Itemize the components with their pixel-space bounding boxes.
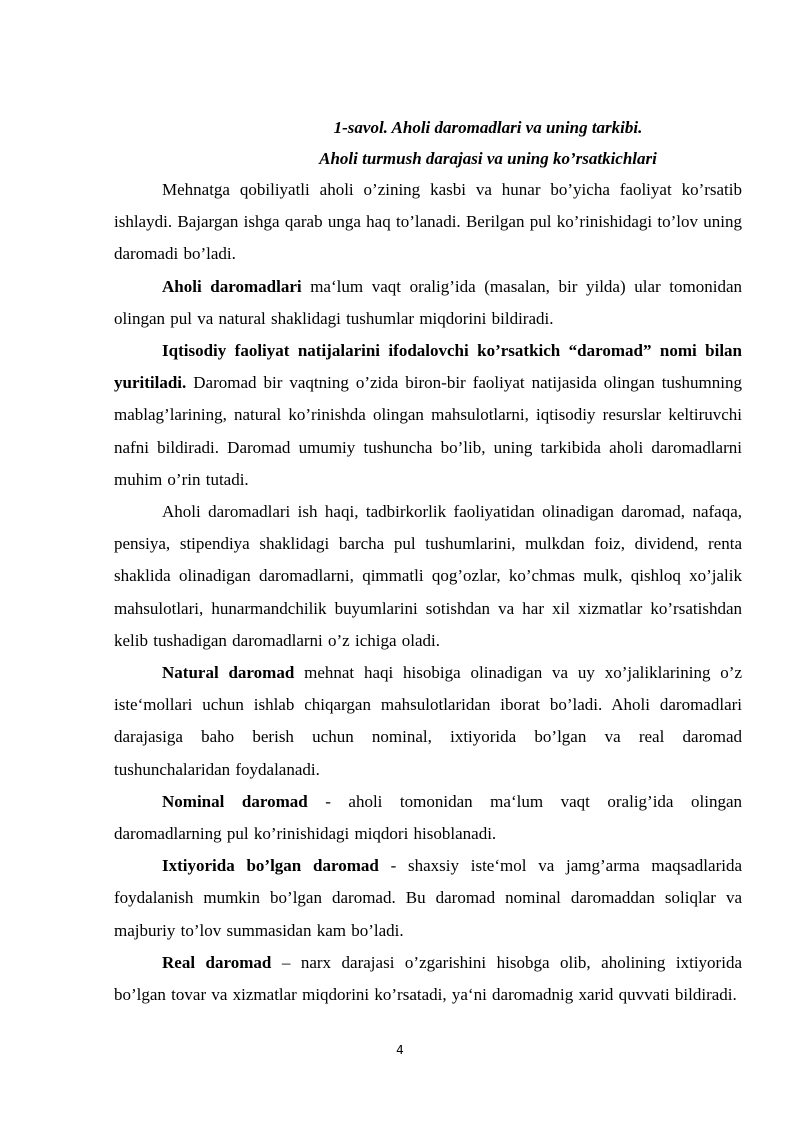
paragraph bbox=[114, 850, 742, 947]
paragraph-term: Natural daromad bbox=[162, 663, 295, 683]
paragraph-text: Mehnatga qobiliyatli aholi o’zining kasbi va hunar bo’yicha faoliyat ko’rsatib ishlaydi. Bajargan ishga qarab unga haq to’lanadi. Berilgan pul ko’rinishidagi to’lov uning daromadi bo’ladi. bbox=[114, 180, 742, 264]
paragraph-term: Nominal daromad bbox=[162, 791, 308, 811]
paragraph-text: mehnat haqi hisobiga olinadigan va uy xo’jaliklarining o’z iste‘mollari uchun ishlab chiqargan mahsulotlaridan iborat bo’ladi. Aholi daromadlari darajasiga baho berish uchun nominal, ixtiyorida bo’lgan va real daromad tushunchalaridan foydalanadi. bbox=[114, 663, 742, 779]
paragraph bbox=[114, 335, 742, 496]
paragraph-term: Aholi daromadlari bbox=[162, 276, 302, 296]
paragraph-text: Aholi daromadlari ish haqi, tadbirkorlik faoliyatidan olinadigan daromad, nafaqa, pensiya, stipendiya shaklidagi barcha pul tushumlarini, mulkdan foiz, dividend, renta shaklida olinadigan daromadlarni, qimmatli qog’ozlar, ko’chmas mulk, qishloq xo’jalik mahsulotlari, hunarmandchilik buyumlarini sotishdan va har xil xizmatlar ko’rsatishdan kelib tushadigan daromadlarni o’z ichiga oladi. bbox=[114, 502, 742, 650]
paragraph-text: - aholi tomonidan ma‘lum vaqt oralig’ida olingan daromadlarning pul ko’rinishidagi miqdori hisoblanadi. bbox=[114, 791, 742, 844]
paragraph bbox=[114, 174, 742, 271]
paragraph bbox=[114, 271, 742, 335]
paragraph bbox=[114, 947, 742, 1011]
paragraph-term: Iqtisodiy faoliyat natijalarini ifodalovchi ko’rsatkich “daromad” nomi bilan yuritiladi. bbox=[114, 341, 742, 393]
paragraph-text: - shaxsiy iste‘mol va jamg’arma maqsadlarida foydalanish mumkin bo’lgan daromad. Bu daromad nominal daromaddan soliqlar va majburiy to’lov summasidan kam bo’ladi. bbox=[114, 856, 742, 940]
paragraph bbox=[114, 496, 742, 657]
heading-title: 1-savol. Aholi daromadlari va uning tarkibi. bbox=[333, 118, 643, 137]
paragraph bbox=[114, 657, 742, 786]
paragraph-text: – narx darajasi o’zgarishini hisobga olib, aholining ixtiyorida bo’lgan tovar va xizmatlar miqdorini ko’rsatadi, ya‘ni daromadnig xarid quvvati bildiradi. bbox=[114, 952, 742, 1005]
heading-subtitle: Aholi turmush darajasi va uning ko’rsatkichlari bbox=[319, 149, 657, 168]
paragraph bbox=[114, 786, 742, 850]
paragraph-term: Ixtiyorida bo’lgan daromad bbox=[162, 856, 379, 876]
section-heading bbox=[114, 112, 742, 174]
paragraph-term: Real daromad bbox=[162, 952, 272, 972]
paragraph-text: Daromad bir vaqtning o’zida biron-bir faoliyat natijasida olingan tushumning mablag’larining, natural ko’rinishda olingan mahsulotlarni, iqtisodiy resurslar keltiruvchi nafni bildiradi. Daromad umumiy tushuncha bo’lib, uning tarkibida aholi daromadlarni muhim o’rin tutadi. bbox=[114, 373, 742, 489]
paragraph-text: ma‘lum vaqt oralig’ida (masalan, bir yilda) ular tomonidan olingan pul va natural shaklidagi tushumlar miqdorini bildiradi. bbox=[114, 276, 742, 328]
page-number: 4 bbox=[396, 1043, 404, 1057]
